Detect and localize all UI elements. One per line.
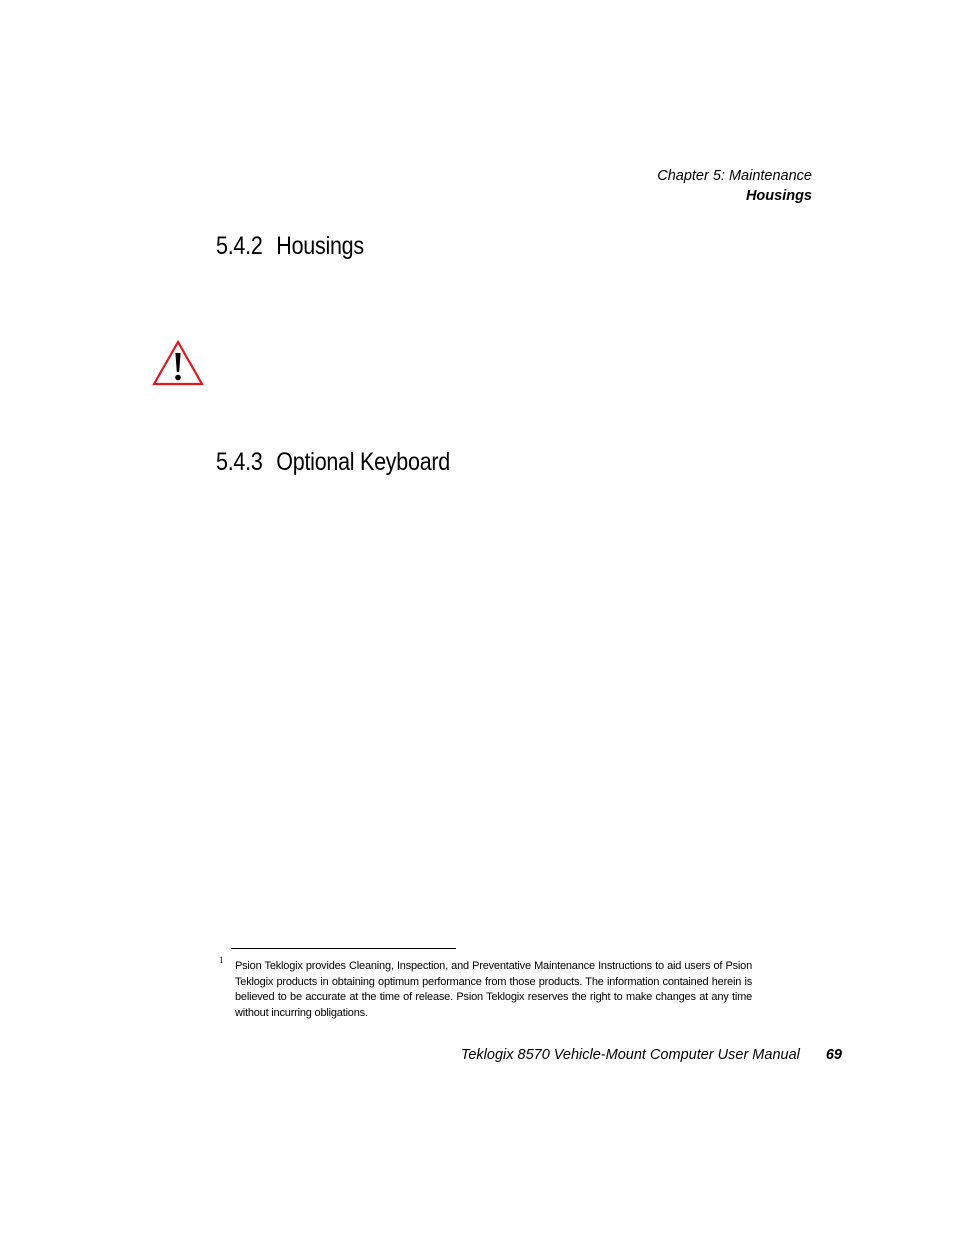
page-footer (461, 1047, 842, 1063)
heading-optional-keyboard (216, 448, 450, 477)
heading-number: 5.4.2 (216, 232, 263, 260)
heading-title: Optional Keyboard (276, 448, 451, 476)
warning-triangle-icon (152, 340, 204, 386)
running-header (657, 166, 812, 206)
footnote-divider (231, 948, 456, 949)
footnote-mark: 1 (219, 955, 224, 965)
heading-housings (216, 232, 364, 261)
chapter-label: Chapter 5: Maintenance (657, 168, 812, 184)
heading-number: 5.4.3 (216, 448, 263, 476)
manual-title: Teklogix 8570 Vehicle-Mount Computer User Manual (460, 1047, 800, 1063)
section-label: Housings (745, 188, 812, 204)
page-number: 69 (825, 1047, 842, 1063)
heading-title: Housings (276, 232, 364, 260)
footnote-text: Psion Teklogix provides Cleaning, Inspection, and Preventative Maintenance Instructions to aid users of Psion Teklogix products in obtaining optimum performance from those products. The information contained herein is believed to be accurate at the time of release. Psion Teklogix reserves the right to make changes at any time without incurring obligations. (235, 960, 752, 1019)
